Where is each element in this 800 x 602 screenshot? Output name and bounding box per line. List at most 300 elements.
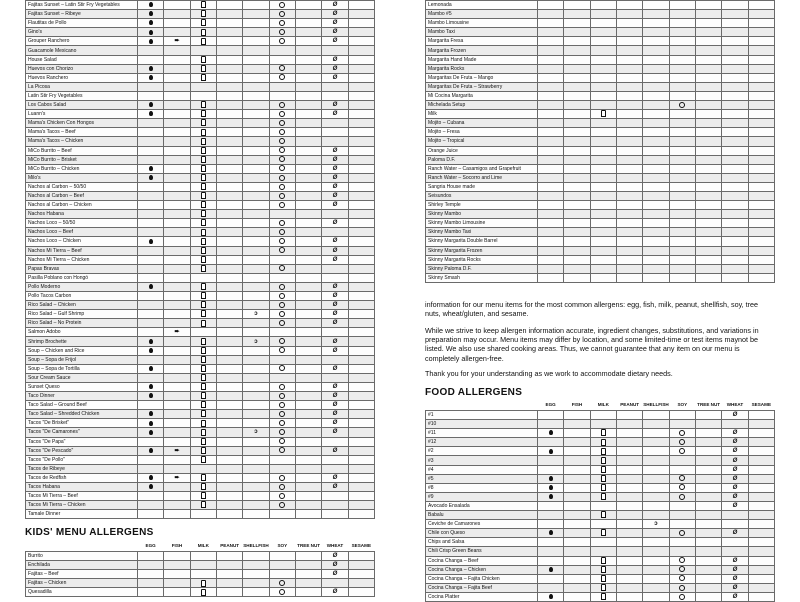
allergen-cell: [590, 191, 616, 200]
item-name: Chile con Queso: [426, 529, 538, 538]
allergen-cell: [138, 310, 164, 319]
allergen-cell: [695, 210, 721, 219]
soy-icon: [279, 193, 285, 199]
allergen-cell: [269, 10, 295, 19]
allergen-cell: [269, 501, 295, 510]
milk-icon: [201, 1, 206, 8]
allergen-cell: [538, 28, 564, 37]
allergen-cell: [348, 110, 374, 119]
table-row: [426, 556, 775, 565]
allergen-cell: [295, 64, 321, 73]
allergen-cell: [164, 552, 190, 561]
allergen-cell: [138, 401, 164, 410]
allergen-cell: [138, 392, 164, 401]
allergen-cell: [590, 82, 616, 91]
allergen-cell: [322, 110, 348, 119]
beverage-allergen-table: [425, 0, 775, 283]
table-row: [426, 1, 775, 10]
allergen-cell: [348, 373, 374, 382]
allergen-cell: [216, 382, 242, 391]
item-name: Mambo Limousine: [426, 19, 538, 28]
allergen-cell: [295, 346, 321, 355]
allergen-cell: [216, 473, 242, 482]
allergen-cell: [243, 155, 269, 164]
allergen-cell: [138, 579, 164, 588]
allergen-cell: [164, 346, 190, 355]
allergen-cell: [269, 55, 295, 64]
allergen-cell: [269, 482, 295, 491]
allergen-cell: [348, 428, 374, 437]
allergen-cell: [243, 37, 269, 46]
allergen-cell: [669, 592, 695, 601]
allergen-cell: [190, 346, 216, 355]
allergen-cell: [295, 201, 321, 210]
column-header: MILK: [197, 543, 209, 548]
allergen-cell: [295, 552, 321, 561]
allergen-cell: [538, 538, 564, 547]
allergen-cell: [164, 82, 190, 91]
allergen-cell: [138, 164, 164, 173]
soy-icon: [279, 138, 285, 144]
allergen-cell: [695, 474, 721, 483]
egg-icon: [149, 11, 153, 16]
allergen-cell: [348, 401, 374, 410]
item-name: Mojito – Tropical: [426, 137, 538, 146]
milk-icon: [201, 401, 206, 408]
allergen-cell: [322, 373, 348, 382]
allergen-cell: [190, 492, 216, 501]
allergen-cell: [564, 456, 590, 465]
allergen-cell: [616, 592, 642, 601]
item-name: Tacos de Redfish: [26, 473, 138, 482]
allergen-cell: [295, 91, 321, 100]
allergen-cell: [669, 237, 695, 246]
allergen-cell: [322, 155, 348, 164]
table-row: [426, 119, 775, 128]
allergen-cell: [138, 10, 164, 19]
allergen-cell: [190, 110, 216, 119]
allergen-cell: [269, 46, 295, 55]
allergen-cell: [164, 455, 190, 464]
allergen-cell: [164, 264, 190, 273]
allergen-cell: [538, 173, 564, 182]
allergen-cell: [216, 310, 242, 319]
allergen-cell: [348, 301, 374, 310]
allergen-cell: [748, 37, 774, 46]
soy-icon: [279, 384, 285, 390]
allergen-cell: [695, 565, 721, 574]
allergen-cell: [243, 561, 269, 570]
allergen-cell: [243, 273, 269, 282]
item-name: Mama's Tacos – Chicken: [26, 137, 138, 146]
item-name: Taco Dinner: [26, 392, 138, 401]
allergen-cell: [243, 455, 269, 464]
intro-paragraph-2: While we strive to keep allergen information accurate, ingredient changes, substitutions, and variations in preparation may occur. Menu items may differ by location, and some limited-time or test items maynot be listed. We also use shared cooking areas. Thus, we cannot guarantee that any item on our menu is completely allergen-free.: [425, 326, 759, 363]
allergen-cell: [348, 1, 374, 10]
allergen-cell: [748, 137, 774, 146]
allergen-cell: [564, 529, 590, 538]
allergen-cell: [538, 246, 564, 255]
item-name: Ranch Water – Casamigos and Grapefruit: [426, 164, 538, 173]
allergen-cell: [164, 201, 190, 210]
allergen-cell: [695, 219, 721, 228]
allergen-cell: [564, 583, 590, 592]
allergen-cell: [616, 164, 642, 173]
item-name: Margarita Rocks: [426, 64, 538, 73]
table-row: [26, 64, 375, 73]
table-row: [26, 91, 375, 100]
allergen-cell: [138, 101, 164, 110]
allergen-cell: [748, 173, 774, 182]
wheat-icon: Ø: [732, 557, 738, 564]
wheat-icon: Ø: [332, 156, 338, 163]
allergen-cell: [722, 273, 748, 282]
allergen-cell: [138, 328, 164, 337]
allergen-cell: [748, 101, 774, 110]
allergen-cell: [269, 19, 295, 28]
column-header: SESAME: [751, 402, 772, 407]
allergen-cell: [669, 574, 695, 583]
item-name: Pollo Moderno: [26, 282, 138, 291]
allergen-cell: [643, 19, 669, 28]
allergen-cell: [243, 128, 269, 137]
allergen-cell: [322, 219, 348, 228]
allergen-cell: [269, 282, 295, 291]
allergen-cell: [616, 483, 642, 492]
allergen-cell: [138, 455, 164, 464]
allergen-cell: [295, 237, 321, 246]
wheat-icon: Ø: [732, 448, 738, 455]
milk-icon: [601, 557, 606, 564]
allergen-cell: [216, 464, 242, 473]
allergen-cell: [138, 437, 164, 446]
allergen-cell: [748, 583, 774, 592]
item-name: Margarita Fresa: [426, 37, 538, 46]
table-row: [426, 46, 775, 55]
table-row: [426, 264, 775, 273]
soy-icon: [279, 493, 285, 499]
allergen-cell: [164, 446, 190, 455]
allergen-cell: [138, 246, 164, 255]
allergen-cell: [190, 146, 216, 155]
allergen-cell: [164, 164, 190, 173]
item-name: Nachos Mi Tierra – Chicken: [26, 255, 138, 264]
allergen-cell: [348, 137, 374, 146]
allergen-cell: [669, 411, 695, 420]
allergen-cell: [216, 219, 242, 228]
wheat-icon: Ø: [332, 338, 338, 345]
table-row: [26, 588, 375, 597]
allergen-cell: [190, 464, 216, 473]
allergen-cell: [722, 456, 748, 465]
allergen-cell: [538, 565, 564, 574]
allergen-cell: [164, 382, 190, 391]
allergen-cell: [616, 173, 642, 182]
table-row: [426, 520, 775, 529]
table-row: [426, 492, 775, 501]
table-row: [26, 419, 375, 428]
allergen-cell: [216, 410, 242, 419]
allergen-cell: [564, 228, 590, 237]
allergen-cell: [348, 501, 374, 510]
allergen-cell: [216, 164, 242, 173]
egg-icon: [149, 339, 153, 344]
allergen-cell: [348, 155, 374, 164]
column-header: TREE NUT: [297, 543, 321, 548]
table-row: [26, 237, 375, 246]
wheat-icon: Ø: [332, 247, 338, 254]
soy-icon: [279, 129, 285, 135]
allergen-cell: [748, 246, 774, 255]
wheat-icon: Ø: [732, 593, 738, 600]
allergen-cell: [669, 55, 695, 64]
soy-icon: [279, 438, 285, 444]
milk-icon: [201, 429, 206, 436]
allergen-cell: [748, 55, 774, 64]
allergen-cell: [643, 246, 669, 255]
allergen-cell: [616, 28, 642, 37]
item-name: Tacos "De Camarones": [26, 428, 138, 437]
allergen-cell: [269, 552, 295, 561]
item-name: Quesadilla: [26, 588, 138, 597]
milk-icon: [201, 210, 206, 217]
allergen-cell: [643, 556, 669, 565]
allergen-cell: [190, 570, 216, 579]
allergen-cell: [643, 529, 669, 538]
allergen-cell: [243, 337, 269, 346]
allergen-cell: [243, 55, 269, 64]
allergen-cell: [295, 246, 321, 255]
milk-icon: [201, 19, 206, 26]
allergen-cell: [748, 255, 774, 264]
allergen-cell: [748, 119, 774, 128]
allergen-cell: [669, 556, 695, 565]
allergen-cell: [269, 228, 295, 237]
allergen-cell: [348, 455, 374, 464]
milk-icon: [601, 439, 606, 446]
item-name: Cocina Changa – Fajita Chicken: [426, 574, 538, 583]
allergen-cell: [616, 474, 642, 483]
soy-icon: [279, 429, 285, 435]
allergen-cell: [590, 574, 616, 583]
allergen-cell: [164, 173, 190, 182]
milk-icon: [201, 56, 206, 63]
egg-icon: [149, 39, 153, 44]
allergen-cell: [564, 64, 590, 73]
item-name: #9: [426, 492, 538, 501]
wheat-icon: Ø: [732, 530, 738, 537]
allergen-cell: [269, 464, 295, 473]
allergen-cell: [616, 146, 642, 155]
table-row: [426, 438, 775, 447]
allergen-cell: [669, 228, 695, 237]
allergen-cell: [164, 273, 190, 282]
allergen-cell: [269, 337, 295, 346]
allergen-cell: [538, 501, 564, 510]
allergen-cell: [216, 55, 242, 64]
allergen-cell: [722, 583, 748, 592]
soy-icon: [279, 420, 285, 426]
soy-icon: [679, 102, 685, 108]
allergen-cell: [590, 273, 616, 282]
allergen-cell: [538, 219, 564, 228]
egg-icon: [549, 567, 553, 572]
soy-icon: [279, 447, 285, 453]
milk-icon: [601, 584, 606, 591]
allergen-cell: [164, 55, 190, 64]
allergen-cell: [295, 570, 321, 579]
allergen-cell: [564, 520, 590, 529]
wheat-icon: Ø: [332, 56, 338, 63]
allergen-cell: [348, 119, 374, 128]
allergen-cell: [322, 364, 348, 373]
soy-icon: [279, 402, 285, 408]
allergen-cell: [243, 579, 269, 588]
allergen-cell: [295, 437, 321, 446]
allergen-cell: [138, 110, 164, 119]
allergen-cell: [138, 46, 164, 55]
allergen-cell: [590, 19, 616, 28]
item-name: Cocina Changa – Beef: [426, 556, 538, 565]
item-name: Guacamole Mexicano: [26, 46, 138, 55]
milk-icon: [601, 457, 606, 464]
allergen-cell: [322, 310, 348, 319]
allergen-cell: [590, 46, 616, 55]
allergen-cell: [322, 37, 348, 46]
table-row: [426, 483, 775, 492]
soy-icon: [279, 175, 285, 181]
allergen-cell: [190, 373, 216, 382]
allergen-cell: [564, 82, 590, 91]
allergen-cell: [322, 301, 348, 310]
allergen-cell: [348, 128, 374, 137]
soy-icon: [279, 220, 285, 226]
allergen-cell: [243, 210, 269, 219]
allergen-cell: [216, 355, 242, 364]
allergen-cell: [138, 473, 164, 482]
allergen-cell: [538, 420, 564, 429]
allergen-cell: [695, 73, 721, 82]
allergen-cell: [722, 210, 748, 219]
wheat-icon: Ø: [332, 11, 338, 18]
milk-icon: [201, 74, 206, 81]
milk-icon: [201, 138, 206, 145]
allergen-cell: [695, 64, 721, 73]
allergen-cell: [295, 273, 321, 282]
egg-icon: [549, 476, 553, 481]
allergen-cell: [216, 319, 242, 328]
allergen-cell: [590, 128, 616, 137]
milk-icon: [201, 483, 206, 490]
allergen-cell: [190, 37, 216, 46]
soy-icon: [679, 494, 685, 500]
allergen-cell: [138, 337, 164, 346]
item-name: Shrimp Brochette: [26, 337, 138, 346]
allergen-cell: [269, 437, 295, 446]
milk-icon: [201, 347, 206, 354]
allergen-cell: [348, 364, 374, 373]
allergen-cell: [616, 237, 642, 246]
allergen-cell: [348, 82, 374, 91]
allergen-cell: [295, 446, 321, 455]
allergen-cell: [616, 46, 642, 55]
allergen-cell: [564, 411, 590, 420]
wheat-icon: Ø: [332, 320, 338, 327]
milk-icon: [201, 383, 206, 390]
milk-icon: [201, 392, 206, 399]
milk-icon: [601, 466, 606, 473]
milk-icon: [601, 511, 606, 518]
allergen-cell: [190, 255, 216, 264]
allergen-cell: [748, 201, 774, 210]
allergen-cell: [243, 164, 269, 173]
soy-icon: [279, 147, 285, 153]
wheat-icon: Ø: [332, 383, 338, 390]
allergen-cell: [538, 592, 564, 601]
allergen-cell: [164, 110, 190, 119]
item-name: #2: [426, 447, 538, 456]
allergen-cell: [269, 210, 295, 219]
milk-icon: [201, 129, 206, 136]
allergen-cell: [243, 301, 269, 310]
allergen-cell: [564, 492, 590, 501]
allergen-cell: [322, 73, 348, 82]
allergen-cell: [564, 119, 590, 128]
allergen-cell: [748, 483, 774, 492]
wheat-icon: Ø: [732, 484, 738, 491]
allergen-cell: [643, 583, 669, 592]
allergen-cell: [695, 520, 721, 529]
soy-icon: [279, 20, 285, 26]
allergen-cell: [164, 155, 190, 164]
allergen-cell: [190, 219, 216, 228]
allergen-cell: [669, 28, 695, 37]
allergen-cell: [748, 565, 774, 574]
allergen-cell: [164, 401, 190, 410]
allergen-cell: [190, 10, 216, 19]
allergen-cell: [295, 482, 321, 491]
milk-icon: [201, 301, 206, 308]
allergen-cell: [190, 273, 216, 282]
allergen-cell: [295, 119, 321, 128]
soy-icon: [679, 430, 685, 436]
allergen-cell: [538, 164, 564, 173]
fish-icon: ➨: [174, 474, 180, 481]
table-row: [26, 301, 375, 310]
allergen-cell: [138, 492, 164, 501]
allergen-cell: [216, 119, 242, 128]
allergen-cell: [748, 420, 774, 429]
column-header: SHELLFISH: [643, 402, 669, 407]
allergen-cell: [138, 137, 164, 146]
table-row: [26, 19, 375, 28]
allergen-cell: [669, 182, 695, 191]
allergen-cell: [322, 319, 348, 328]
allergen-cell: [538, 264, 564, 273]
allergen-cell: [695, 101, 721, 110]
allergen-cell: [348, 73, 374, 82]
allergen-cell: [616, 420, 642, 429]
allergen-cell: [616, 64, 642, 73]
allergen-cell: [538, 438, 564, 447]
allergen-cell: [538, 556, 564, 565]
egg-icon: [149, 111, 153, 116]
allergen-cell: [669, 1, 695, 10]
allergen-cell: [722, 237, 748, 246]
allergen-cell: [164, 137, 190, 146]
allergen-cell: [164, 561, 190, 570]
allergen-cell: [243, 310, 269, 319]
